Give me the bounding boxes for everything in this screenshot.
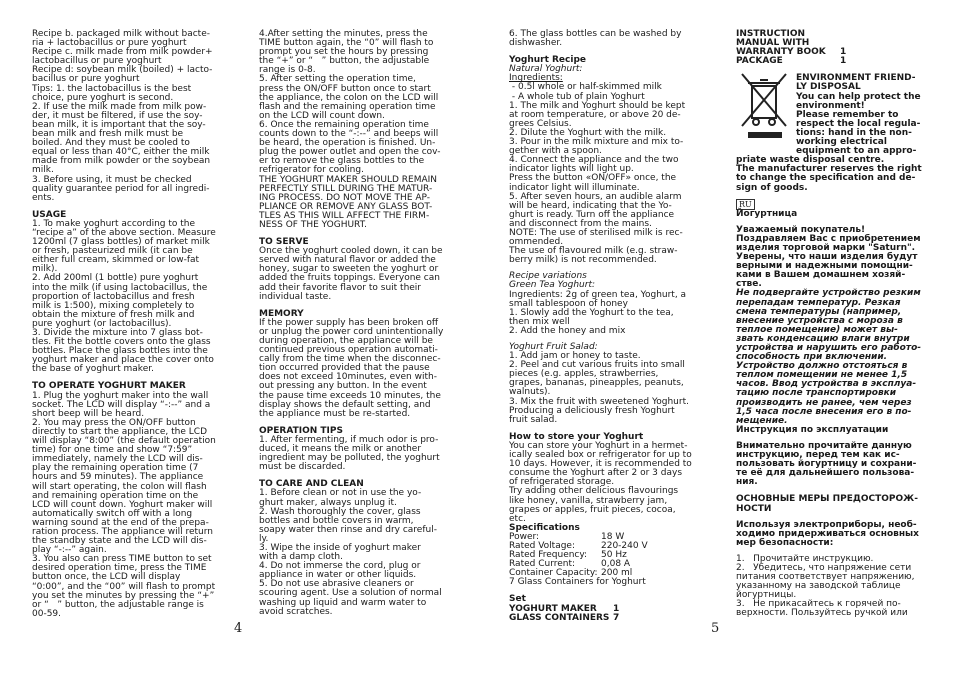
col2-block: 4.After setting the minutes, press the TIME button again, the “0” will flash to prompt you set the hours by pressing the “+” or “ ” button, the adjustable range is 0-8. 5. After setting the operation time, press the ON/OFF button once to start the appliance, the colon on the LCD will flash and the remaining operation time on the LCD will count down. 6. Once the remaining operation time counts down to the “-:--” and beeps will be heard, the operation is finished. Un- plug the power outlet and open the cov- er to remove the glass bottles to the refrigerator for cooling. THE YOGHURT MAKER SHOULD REMAIN PERFECTLY STILL DURING THE MATUR- ING PROCESS. DO NOT MOVE THE AP- PLIANCE OR REMOVE ANY GLASS BOT- TLES AS THIS WILL AFFECT THE FIRM- NESS OF THE YOGHURT.: [259, 29, 441, 230]
manual-item-row: [736, 30, 854, 48]
col3-block: Ingredients:: [509, 73, 563, 84]
spec-label: Power:: [509, 531, 540, 542]
ru-block: Используя электроприборы, необ- ходимо придерживаться основных мер безопасности:: [736, 519, 919, 548]
set-item-value: 1: [613, 603, 620, 614]
col2-block: Once the yoghurt cooled down, it can be served with natural flavor or added the honey, sugar to sweeten the yoghurt or added the fruits toppings. Everyone can add their favorite flavor to suit their individual taste.: [259, 246, 443, 302]
col3-block: Yoghurt Fruit Salad:: [509, 342, 598, 352]
col1-block: Recipe b. packaged milk without bacte- ria + lactobacillus or pure yoghurt Recipe c. milk made from milk powder+ lactobacillus or pure yoghurt Recipe d: soybean milk (boiled) + lacto- bacillus or pure yoghurt Tips: 1. the lactobacillus is the best choice, pure yoghurt is second. 2. If use the milk made from milk pow- der, it must be filtered, if use the soy- bean milk, it is important that the soy- bean milk and fresh milk must be boiled. And they must be cooled to equal or less than 40°C, either the milk made from milk powder or the soybean milk. 3. Before using, it must be checked quality guarantee period for all ingredi- ents.: [32, 29, 213, 203]
language-badge-ru: RU: [736, 199, 755, 210]
ru-block: Йогуртница: [736, 208, 798, 219]
spec-label: Rated Frequency:: [509, 550, 588, 561]
spec-value: 200 ml: [601, 568, 633, 579]
spec-label: Rated Voltage:: [509, 540, 576, 551]
manual-items: [736, 30, 854, 66]
eco-text: ENVIRONMENT FRIEND- LY DISPOSAL You can help protect the environment! Please remember to respect the local regula- tions: hand in the non- working electrical equipment to an appro-: [796, 73, 921, 157]
col2-block: MEMORY: [259, 308, 304, 319]
col1-block: TO OPERATE YOGHURT MAKER: [32, 381, 186, 392]
col3-block: Yoghurt Recipe: [509, 55, 587, 66]
weee-crossed-bin-icon: [736, 70, 794, 142]
col1-block: 1. Plug the yoghurt maker into the wall socket. The LCD will display “-:--” and a short beep will be heard. 2. You may press the ON/OFF button directly to start the appliance, the LCD will display “8:00” (the default operation time) for one time and show “7:59” immediately, namely the LCD will dis- play the remaining operation time (7 hours and 59 minutes). The appliance will start operating, the colon will flash and remaining operation time on the LCD will count down. Yoghurt maker will automatically switch off with a long warning sound at the end of the prepa- ration process. The appliance will return the standby state and the LCD will dis- play “-:--” again. 3. You also can press TIME button to set desired operation time, press the TIME button once, the LCD will display “0:00”, and the “00” will flash to prompt you set the minutes by pressing the “+” or “ ” button, the adjustable range is 00-59.: [32, 390, 216, 619]
set-list: [509, 605, 627, 623]
col2-block: TO SERVE: [259, 237, 309, 248]
spec-value: 220-240 V: [601, 540, 648, 551]
set-title: Set: [509, 594, 526, 605]
manual-item-value: 1: [840, 56, 847, 67]
col2-block: If the power supply has been broken off or unplug the power cord unintentionally during operation, the appliance will be continued previous operation automati- cally from the time when the disconnec- tion occurred provided that the pause does not exceed 10minutes, even with- out pressing any button. In the event the pause time exceeds 10 minutes, the display shows the default setting, and the appliance must be re-started.: [259, 317, 444, 419]
set-item-label: YOGHURT MAKER: [509, 603, 597, 614]
manual-item-value: 1: [840, 47, 847, 58]
ru-block: Не подвергайте устройство резким перепадам температур. Резкая смена температуры (например, внесение устройства с мороза в теплое помещение) может вы- звать конденсацию влаги внутри устройства и нарушить его работо- способность при включении. Устройство должно отстояться в теплом помещении не менее 1,5 часов. Ввод устройства в эксплуа- тацию после транспортировки производить не ранее, чем через 1,5 часа после внесения его в по- мещение.: [736, 288, 921, 426]
col1-block: 1. To make yoghurt according to the “recipe a” of the above section. Measure 1200ml (7 glass bottles) of market milk or fresh, pasteurized milk (it can be either full cream, skimmed or low-fat milk). 2. Add 200ml (1 bottle) pure yoghurt into the milk (if using lactobacillus, the proportion of lactobacillus and fresh milk is 1:500), mixing completely to obtain the mixture of fresh milk and pure yoghurt (or lactobacillus). 3. Divide the mixture into 7 glass bot- tles. Fit the bottle covers onto the glass bottles. Place the glass bottles into the yoghurt maker and place the cover onto the base of yoghurt maker.: [32, 218, 216, 375]
spec-label: Container Capacity:: [509, 568, 598, 579]
col2-block: OPERATION TIPS: [259, 425, 343, 436]
col3-block: Recipe variations: [509, 271, 587, 282]
col3-block: - 0.5l whole or half-skimmed milk - A whole tub of plain Yoghurt 1. The milk and Yoghurt should be kept at room temperature, or above 20 de- grees Celsius. 2. Dilute the Yoghurt with the milk. 3. Pour in the milk mixture and mix to- gether with a spoon. 4. Connect the appliance and the two indicator lights will light up. Press the button «ON/OFF» once, the indicator light will illuminate. 5. After seven hours, an audible alarm will be heard, indicating that the Yo- ghurt is ready. Turn off the appliance and disconnect from the mains. NOTE: The use of sterilised milk is rec- ommended. The use of flavoured milk (e.g. straw- berry milk) is not recommended.: [509, 82, 686, 266]
manual-item-label: INSTRUCTION MANUAL WITH: [736, 29, 810, 49]
set-item-value: 7: [613, 612, 620, 623]
col3-block: Natural Yoghurt:: [509, 64, 583, 75]
col2-block: 1. Before clean or not in use the yo- ghurt maker, always unplug it. 2. Wash thoroughly the cover, glass bottles and bottle covers in warm, soapy water then rinse and dry careful- ly. 3. Wipe the inside of yoghurt maker with a damp cloth. 4. Do not immerse the cord, plug or appliance in water or other liquids. 5. Do not use abrasive cleaners or scouring agent. Use a solution of normal washing up liquid and warm water to avoid scratches.: [259, 488, 442, 617]
manual-item-label: PACKAGE: [736, 56, 783, 67]
russian-text: [736, 210, 926, 619]
column-3: [509, 30, 727, 623]
page-number-right: 5: [711, 621, 720, 636]
col3-block: 1. Add jam or honey to taste. 2. Peel and cut various fruits into small pieces (e.g. apples, strawberries, grapes, bananas, pineapples, peanuts, walnuts). 3. Mix the fruit with sweetened Yoghurt. Producing a deliciously fresh Yoghurt fruit salad.: [509, 351, 689, 425]
ru-block: 1. Прочитайте инструкцию. 2. Убедитесь, что напряжение сети питания соответствует напряжению, указанному на заводской таблице йогуртницы. 3. Не прикасайтесь к горячей по- верхности. Пользуйтесь ручкой или: [736, 553, 915, 619]
specs-last: 7 Glass Containers for Yoghurt: [509, 577, 646, 588]
col3-block: 6. The glass bottles can be washed by dishwasher.: [509, 29, 682, 49]
column-1: [32, 30, 250, 619]
col3-block: How to store your Yoghurt: [509, 431, 644, 442]
ru-block: Внимательно прочитайте данную инструкцию, перед тем как ис- пользовать йогуртницу и сохрани- те её для дальнейшего пользова- ния.: [736, 440, 917, 488]
col1-block: USAGE: [32, 209, 67, 220]
column-2: [259, 30, 477, 617]
specs-list: [509, 533, 727, 578]
ru-block: Инструкция по эксплуатации: [736, 424, 889, 435]
manual-item-label: WARRANTY BOOK: [736, 47, 826, 58]
spec-value: 0,08 A: [601, 559, 631, 570]
specs-title: Specifications: [509, 522, 580, 533]
eco-tail: priate waste disposal centre. The manufacturer reserves the right to change the specification and de- sign of goods.: [736, 155, 922, 193]
col2-block: TO CARE AND CLEAN: [259, 479, 364, 490]
ru-block: ОСНОВНЫЕ МЕРЫ ПРЕДОСТОРОЖ- НОСТИ: [736, 494, 918, 514]
manual-item-value: [844, 30, 854, 48]
set-item-row: [509, 614, 627, 623]
col3-block: Ingredients: 2g of green tea, Yoghurt, a small tablespoon of honey 1. Slowly add the Yoghurt to the tea, then mix well 2. Add the honey and mix: [509, 289, 687, 336]
set-item-label: GLASS CONTAINERS: [509, 612, 610, 623]
col2-block: 1. After fermenting, if much odor is pro- duced, it means the milk or another ingredient may be polluted, the yoghurt must be discarded.: [259, 434, 440, 473]
page-number-left: 4: [234, 621, 243, 636]
ru-block: Уважаемый покупатель! Поздравляем Вас с приобретением изделия торговой марки "Saturn". Уверены, что наши изделия будут верными и надежными помощни- ками в Вашем домашнем хозяй- стве.: [736, 224, 921, 290]
spec-label: Rated Current:: [509, 559, 576, 570]
column-3-text: [509, 30, 727, 524]
col3-block: You can store your Yoghurt in a hermet- ically sealed box or refrigerator for up to 10 days. However, it is recommended to consume the Yoghurt after 2 or 3 days of refrigerated storage. Try adding other delicious flavourings like honey, vanilla, strawberry jam, grapes or apples, fruit pieces, cocoa, etc.: [509, 440, 692, 524]
manual-item-row: [736, 57, 854, 66]
spec-value: 50 Hz: [601, 550, 627, 561]
col3-block: Green Tea Yoghurt:: [509, 280, 596, 291]
spec-value: 18 W: [601, 531, 625, 542]
